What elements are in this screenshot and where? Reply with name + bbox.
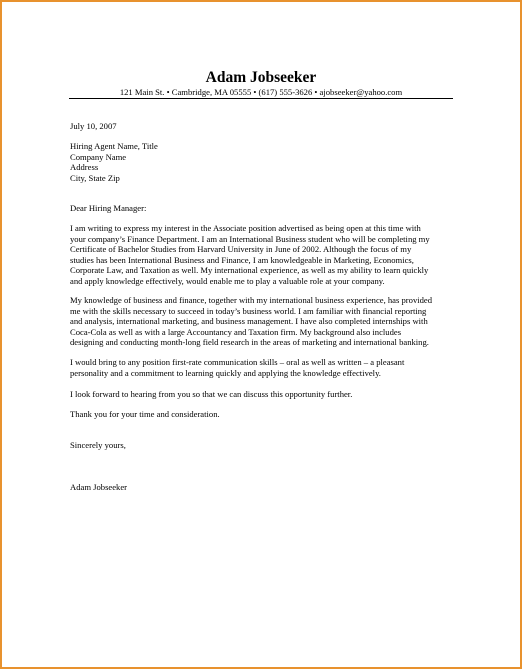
paragraph-line: I look forward to hearing from you so that we can discuss this opportunity further. <box>70 389 353 399</box>
recipient-line: Address <box>70 162 99 173</box>
body-paragraph <box>70 409 450 420</box>
paragraph-line: and apply knowledge effectively, would enable me to play a valuable role at your company. <box>70 275 385 286</box>
paragraph-line: Corporate Law, and Taxation as well. My international experience, as well as my ability to learn quickly <box>70 265 429 276</box>
paragraph-line: I would bring to any position first-rate communication skills – oral as well as written – a pleasant <box>70 357 405 367</box>
paragraph-line: me with the skills necessary to succeed in today’s business world. I am familiar with financial reporting <box>70 305 427 316</box>
recipient-line: Company Name <box>70 151 127 162</box>
body-paragraph <box>70 295 450 348</box>
signature-name: Adam Jobseeker <box>70 482 128 492</box>
recipient-line: City, State Zip <box>70 172 120 183</box>
paragraph-line: I am writing to express my interest in the Associate position advertised as being open at this time with <box>70 223 421 233</box>
letter-date: July 10, 2007 <box>70 121 117 131</box>
paragraph-line: your company’s Finance Department. I am an International Business student who will be completing my <box>70 233 430 244</box>
header-rule <box>69 98 453 99</box>
recipient-block <box>70 141 158 183</box>
closing: Sincerely yours, <box>70 440 126 450</box>
paragraph-line: My knowledge of business and finance, together with my international business experience, has provided <box>70 295 433 305</box>
salutation: Dear Hiring Manager: <box>70 203 147 213</box>
body-paragraph <box>70 223 450 287</box>
paragraph-line: Thank you for your time and consideration. <box>70 409 220 419</box>
paragraph-line: personality and a commitment to learning quickly and applying the knowledge effectively. <box>70 367 381 378</box>
sender-contact: 121 Main St. • Cambridge, MA 05555 • (617) 555-3626 • ajobseeker@yahoo.com <box>119 87 403 97</box>
paragraph-line: designing and conducting month-long field research in the areas of marketing and international banking. <box>70 337 429 348</box>
body-paragraph <box>70 389 450 400</box>
sender-name: Adam Jobseeker <box>205 69 317 86</box>
recipient-line: Hiring Agent Name, Title <box>70 141 158 151</box>
body-paragraph <box>70 357 450 378</box>
paragraph-line: studies has been International Business and Finance, I am knowledgeable in Marketing, Economics, <box>70 254 414 265</box>
paragraph-line: Coca-Cola as well as with a large Accountancy and Taxation firm. My background also includes <box>70 326 402 337</box>
paragraph-line: Certificate of Bachelor Studies from Harvard University in June of 2002. Although the focus of my <box>70 244 412 255</box>
paragraph-line: and analysis, international marketing, and business management. I have also completed internships with <box>70 316 428 327</box>
